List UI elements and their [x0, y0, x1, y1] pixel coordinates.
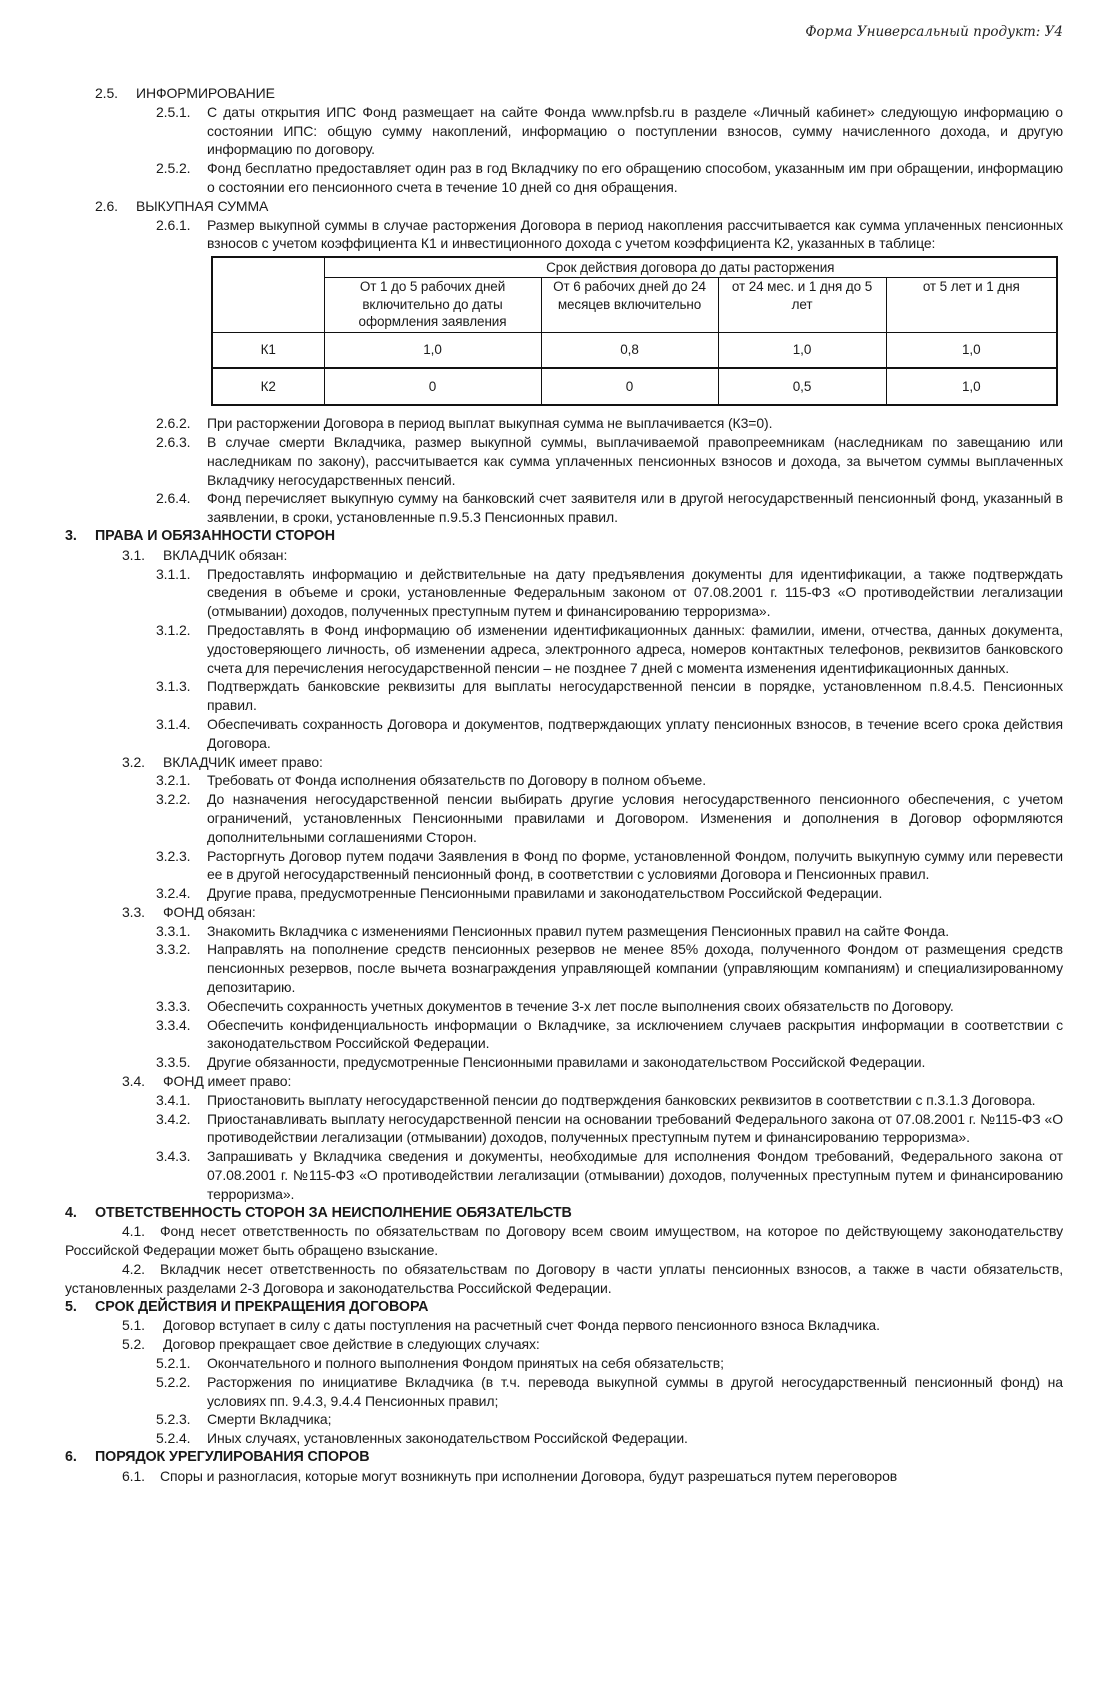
- clause-text: ВКЛАДЧИК имеет право:: [163, 753, 323, 770]
- clause-number: 6.: [65, 1449, 77, 1465]
- coefficients-table-wrapper: [211, 256, 1063, 406]
- coefficient-value: 0: [541, 368, 718, 405]
- section-heading: [65, 1448, 1063, 1467]
- clause-number: 3.1.1.: [156, 565, 191, 582]
- clause-number: 4.1.: [122, 1223, 145, 1240]
- clause-text: С даты открытия ИПС Фонд размещает на сайте Фонда www.npfsb.ru в разделе «Личный кабинет» следующую информацию о состоянии ИПС: общую сумму накоплений, информацию о поступлении взносов, сумму начисленного дохода, и другую информацию по договору.: [207, 103, 1063, 158]
- table-column-header: От 1 до 5 рабочих дней включительно до даты оформления заявления: [324, 278, 541, 333]
- coefficient-value: 1,0: [886, 368, 1057, 405]
- subsection-heading: [65, 197, 1063, 216]
- clause-text: Иных случаях, установленных законодательством Российской Федерации.: [207, 1430, 688, 1447]
- clause-level2: [65, 903, 1063, 922]
- clause-level3: [65, 715, 1063, 753]
- coefficients-table: [211, 256, 1058, 406]
- clause-text: Фонд перечисляет выкупную сумму на банковский счет заявителя или в другой негосударственный пенсионный фонд, указанный в заявлении, в сроки, установленные п.9.5.3 Пенсионных правил.: [207, 490, 1063, 526]
- clause-level2: [65, 1316, 1063, 1335]
- clause-number: 3.2.4.: [156, 885, 191, 902]
- clause-text: ИНФОРМИРОВАНИЕ: [136, 85, 275, 101]
- clause-number: 3.2.2.: [156, 791, 191, 808]
- table-column-header: от 5 лет и 1 дня: [886, 278, 1057, 333]
- clause-text: ФОНД обязан:: [163, 903, 256, 920]
- clause-level3: [65, 1053, 1063, 1072]
- clause-text: Требовать от Фонда исполнения обязательств по Договору в полном объеме.: [207, 772, 706, 789]
- table-column-header: От 6 рабочих дней до 24 месяцев включительно: [541, 278, 718, 333]
- clause-text: Расторжения по инициативе Вкладчика (в т.ч. перевода выкупной суммы в другой негосударственный пенсионный фонд) на условиях пп. 9.4.3, 9.4.4 Пенсионных правил;: [207, 1373, 1063, 1409]
- clause-level3: [65, 1147, 1063, 1203]
- clause-number: 3.2.: [122, 753, 145, 770]
- clause-number: 3.1.3.: [156, 678, 191, 695]
- section-heading: [65, 1298, 1063, 1317]
- clause-number: 2.5.1.: [156, 103, 191, 120]
- clause-paragraph: 4.2. Вкладчик несет ответственность по обязательствам по Договору в части уплаты пенсионных взносов, а также в части обязательств, установленных разделами 2-3 Договора и законодательства Российской Федерации.: [65, 1261, 1063, 1296]
- clause-text: Обеспечить конфиденциальность информации о Вкладчике, за исключением случаев раскрытия информации в соответствии с законодательством Российской Федерации.: [207, 1016, 1063, 1052]
- clause-number: 3.3.4.: [156, 1016, 191, 1033]
- clause-level3: [65, 159, 1063, 197]
- clause-text: Смерти Вкладчика;: [207, 1411, 332, 1428]
- clause-level3: [65, 997, 1063, 1016]
- table-subheader-row: [212, 278, 1057, 333]
- clause-text: ПРАВА И ОБЯЗАННОСТИ СТОРОН: [95, 527, 336, 544]
- clause-text: Расторгнуть Договор путем подачи Заявления в Фонд по форме, установленной Фондом, получить выкупную сумму или перевести ее в другой негосударственный пенсионный фонд, в соответствии с условиями Договора и Пенсионных правил.: [207, 847, 1063, 883]
- clause-level3: [65, 433, 1063, 489]
- clause-level3: [65, 103, 1063, 159]
- document-body: [65, 84, 1063, 1486]
- clause-number: 6.1.: [122, 1467, 145, 1484]
- clause-text: Другие права, предусмотренные Пенсионными правилами и законодательством Российской Федерации.: [207, 885, 883, 902]
- clause-number: 3.1.: [122, 546, 145, 563]
- clause-level3: [65, 1410, 1063, 1429]
- clause-text: ВЫКУПНАЯ СУММА: [136, 197, 269, 214]
- clause-level3: [65, 1373, 1063, 1411]
- clause-level3: [65, 771, 1063, 790]
- clause-text: ОТВЕТСТВЕННОСТЬ СТОРОН ЗА НЕИСПОЛНЕНИЕ ОБЯЗАТЕЛЬСТВ: [95, 1204, 572, 1221]
- clause-number: 3.3.5.: [156, 1054, 191, 1071]
- clause-level3: [65, 1091, 1063, 1110]
- table-row: [212, 368, 1057, 405]
- clause-level3: [65, 414, 1063, 433]
- clause-number: 5.2.1.: [156, 1355, 191, 1372]
- clause-level3: [65, 940, 1063, 996]
- clause-text: Предоставлять информацию и действительные на дату предъявления документы для идентификации, а также подтверждать сведения в объеме и сроки, установленные Федеральным законом от 07.08.2001 г. 115-ФЗ «О противодействии легализации (отмывании) доходов, полученных преступным путем и финансированию терроризма».: [207, 565, 1063, 620]
- row-label: К2: [212, 368, 324, 405]
- table-row: [212, 333, 1057, 369]
- clause-level3: [65, 216, 1063, 254]
- clause-number: 5.: [65, 1298, 77, 1315]
- clause-text: ФОНД имеет право:: [163, 1073, 292, 1090]
- clause-level2: [65, 753, 1063, 772]
- clause-text: Договор прекращает свое действие в следующих случаях:: [163, 1336, 540, 1353]
- clause-level2: [65, 546, 1063, 565]
- section-heading: [65, 1204, 1063, 1223]
- clause-text: ПОРЯДОК УРЕГУЛИРОВАНИЯ СПОРОВ: [95, 1449, 370, 1465]
- clause-number: 3.3.3.: [156, 997, 191, 1014]
- clause-number: 2.6.: [95, 197, 118, 214]
- clause-number: 3.4.3.: [156, 1148, 191, 1165]
- clause-number: 3.1.4.: [156, 715, 191, 732]
- clause-level3: [65, 1354, 1063, 1373]
- row-label: К1: [212, 333, 324, 369]
- clause-text: В случае смерти Вкладчика, размер выкупной суммы, выплачиваемой правопреемникам (наследникам по завещанию или наследникам по закону), рассчитывается как сумма уплаченных пенсионных взносов и дохода, за вычетом суммы выплаченных Вкладчику негосударственных пенсий.: [207, 433, 1063, 488]
- clause-number: 2.5.: [95, 85, 118, 101]
- coefficient-value: 1,0: [886, 333, 1057, 369]
- clause-text: Знакомить Вкладчика с изменениями Пенсионных правил путем размещения Пенсионных правил на сайте Фонда.: [207, 922, 950, 939]
- clause-level3: [65, 790, 1063, 846]
- clause-number: 5.2.3.: [156, 1411, 191, 1428]
- coefficient-value: 0,8: [541, 333, 718, 369]
- clause-level3: [65, 1110, 1063, 1148]
- coefficient-value: 1,0: [324, 333, 541, 369]
- clause-number: 3.4.1.: [156, 1091, 191, 1108]
- clause-number: 2.5.2.: [156, 160, 191, 177]
- clause-text: Запрашивать у Вкладчика сведения и документы, необходимые для исполнения Фондом требований, Федерального закона от 07.08.2001 г. №115-ФЗ «О противодействии легализации (отмывании) доходов, полученных преступным путем и финансированию терроризма».: [207, 1148, 1063, 1202]
- clause-text: Фонд бесплатно предоставляет один раз в год Вкладчику по его обращению способом, указанным им при обращении, информацию о состоянии его пенсионного счета в течение 10 дней со дня обращения.: [207, 160, 1063, 195]
- clause-text: Направлять на пополнение средств пенсионных резервов не менее 85% дохода, полученного Фондом от размещения средств пенсионных резервов, после вычета вознаграждения управляющей компании (управляющим компаниям) и специализированному депозитарию.: [207, 941, 1063, 996]
- clause-number: 5.1.: [122, 1317, 145, 1334]
- clause-text: Подтверждать банковские реквизиты для выплаты негосударственной пенсии в порядке, установленном п.8.4.5. Пенсионных правил.: [207, 678, 1063, 714]
- clause-text: Другие обязанности, предусмотренные Пенсионными правилами и законодательством Российской Федерации.: [207, 1054, 926, 1071]
- coefficient-value: 1,0: [718, 333, 886, 369]
- clause-text: ВКЛАДЧИК обязан:: [163, 546, 288, 563]
- clause-number: 3.3.: [122, 903, 145, 920]
- clause-number: 3.: [65, 527, 77, 544]
- clause-number: 3.1.2.: [156, 621, 191, 638]
- clause-level3: [65, 847, 1063, 885]
- table-corner-cell: [212, 257, 324, 333]
- clause-level3: [65, 565, 1063, 621]
- clause-text: Приостановить выплату негосударственной пенсии до подтверждения банковских реквизитов в соответствии с п.3.1.3 Договора.: [207, 1091, 1036, 1108]
- clause-text: Приостанавливать выплату негосударственной пенсии на основании требований Федерального закона от 07.08.2001 г. №115-ФЗ «О противодействии легализации (отмывании) доходов, полученных преступным путем и финансированию терроризма».: [207, 1110, 1063, 1146]
- form-note: Форма Универсальный продукт: У4: [805, 24, 1063, 40]
- clause-level3: [65, 922, 1063, 941]
- coefficient-value: 0: [324, 368, 541, 405]
- clause-level3: [65, 489, 1063, 527]
- clause-number: 3.3.1.: [156, 922, 191, 939]
- clause-paragraph: 6.1. Споры и разногласия, которые могут возникнуть при исполнении Договора, будут разрешаться путем переговоров: [122, 1467, 898, 1484]
- clause-text: СРОК ДЕЙСТВИЯ И ПРЕКРАЩЕНИЯ ДОГОВОРА: [95, 1298, 429, 1315]
- clause-text: При расторжении Договора в период выплат выкупная сумма не выплачивается (К3=0).: [207, 415, 773, 432]
- clause-level3: [65, 621, 1063, 677]
- clause-level2: [65, 1072, 1063, 1091]
- clause-number: 3.2.1.: [156, 772, 191, 789]
- section-heading: [65, 527, 1063, 546]
- table-span-header: Срок действия договора до даты расторжения: [324, 257, 1057, 278]
- clause-level3: [65, 884, 1063, 903]
- clause-number: 4.: [65, 1204, 77, 1221]
- clause-text: Предоставлять в Фонд информацию об изменении идентификационных данных: фамилии, имени, отчества, данных документа, удостоверяющего личность, об изменении адреса, электронного адреса, номеров контактных телефонов, реквизитов банковского счета для перечисления негосударственной пенсии – не позднее 7 дней с момента изменения идентификационных данных.: [207, 621, 1063, 676]
- clause-text: Обеспечивать сохранность Договора и документов, подтверждающих уплату пенсионных взносов, в течение всего срока действия Договора.: [207, 715, 1063, 751]
- clause-level3: [65, 1016, 1063, 1054]
- clause-text: Обеспечить сохранность учетных документов в течение 3-х лет после выполнения своих обязательств по Договору.: [207, 997, 954, 1014]
- table-header-row: [212, 257, 1057, 278]
- clause-text: Окончательного и полного выполнения Фондом принятых на себя обязательств;: [207, 1355, 724, 1372]
- subsection-heading: [65, 84, 1063, 103]
- coefficient-value: 0,5: [718, 368, 886, 405]
- table-column-header: от 24 мес. и 1 дня до 5 лет: [718, 278, 886, 333]
- clause-text: Размер выкупной суммы в случае расторжения Договора в период накопления рассчитывается как сумма уплаченных пенсионных взносов с учетом коэффициента К1 и инвестиционного дохода с учетом коэффициента К2, указанных в таблице:: [207, 216, 1063, 252]
- clause-number: 5.2.2.: [156, 1373, 191, 1390]
- clause-number: 2.6.3.: [156, 433, 191, 450]
- clause-level2: [65, 1335, 1063, 1354]
- clause-text: Договор вступает в силу с даты поступления на расчетный счет Фонда первого пенсионного взноса Вкладчика.: [163, 1317, 880, 1334]
- clause-number: 3.2.3.: [156, 847, 191, 864]
- clause-number: 2.6.1.: [156, 216, 191, 233]
- clause-number: 4.2.: [122, 1261, 145, 1278]
- clause-level3: [65, 1429, 1063, 1448]
- clause-number: 3.4.: [122, 1073, 145, 1090]
- clause-paragraph: 4.1. Фонд несет ответственность по обязательствам по Договору всем своим имуществом, на которое по действующему законодательству Российской Федерации может быть обращено взыскание.: [65, 1223, 1063, 1259]
- clause-number: 5.2.4.: [156, 1430, 191, 1447]
- clause-number: 3.4.2.: [156, 1110, 191, 1127]
- clause-number: 3.3.2.: [156, 941, 191, 958]
- clause-level3: [65, 677, 1063, 715]
- clause-number: 2.6.4.: [156, 490, 191, 507]
- clause-number: 5.2.: [122, 1336, 145, 1353]
- clause-number: 2.6.2.: [156, 415, 191, 432]
- clause-text: До назначения негосударственной пенсии выбирать другие условия негосударственного пенсионного обеспечения, с учетом ограничений, установленных Пенсионными правилами и Договором. Изменения и дополнения в Договор оформляются дополнительными соглашениями Сторон.: [207, 791, 1063, 845]
